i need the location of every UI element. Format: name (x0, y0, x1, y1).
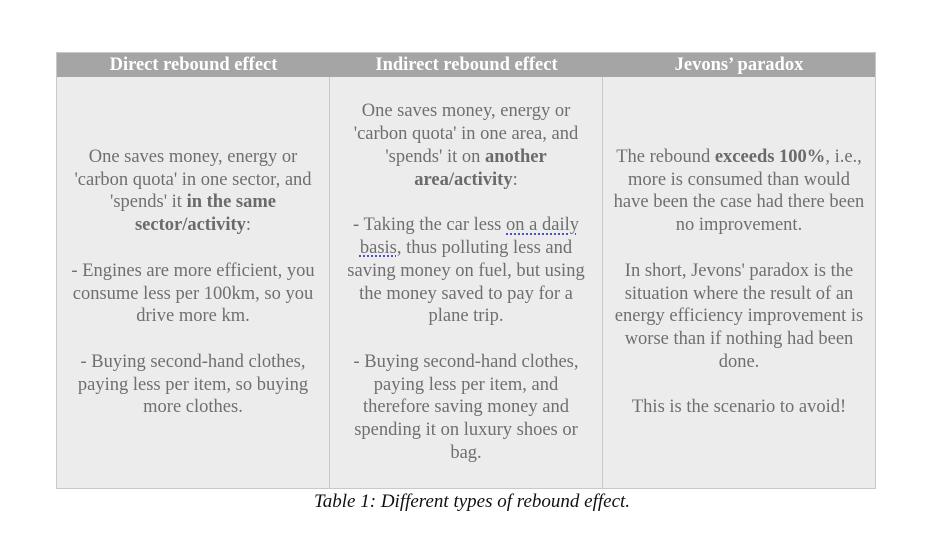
header-jevons-paradox: Jevons’ paradox (674, 55, 804, 75)
cell-indirect-rebound (330, 77, 603, 488)
jevons-warning: This is the scenario to avoid! (631, 397, 847, 418)
header-indirect-rebound: Indirect rebound effect (375, 55, 558, 75)
table-body-row (57, 77, 875, 488)
header-direct-rebound: Direct rebound effect (109, 55, 278, 75)
indirect-intro: One saves money, energy or 'carbon quota' in one area, and 'spends' it on another area/activity: (353, 101, 579, 190)
direct-intro: One saves money, energy or 'carbon quota' in one sector, and 'spends' it in the same sector/activity: (74, 146, 312, 236)
table-header-row (57, 53, 875, 77)
direct-example-engines: - Engines are more efficient, you consume less per 100km, so you drive more km. (71, 260, 315, 327)
jevons-definition: The rebound exceeds 100%, i.e., more is consumed than would have been the case had there been no improvement. (613, 146, 865, 236)
direct-example-clothes: - Buying second-hand clothes, paying less per item, so buying more clothes. (77, 351, 309, 418)
indirect-example-clothes: - Buying second-hand clothes, paying less per item, and therefore saving money and spending it on luxury shoes or bag. (353, 351, 579, 464)
indirect-example-car: - Taking the car less on a daily basis, thus polluting less and saving money on fuel, but using the money saved to pay for a plane trip. (347, 215, 585, 327)
table-caption: Table 1: Different types of rebound effect. (313, 491, 631, 512)
grammar-marked-phrase[interactable]: on a daily basis (359, 215, 579, 258)
jevons-summary: In short, Jevons' paradox is the situation where the result of an energy efficiency improvement is worse than if nothing had been done. (614, 260, 864, 372)
rebound-effect-table (56, 52, 876, 489)
cell-direct-rebound (57, 77, 330, 488)
cell-jevons-paradox (603, 77, 875, 488)
